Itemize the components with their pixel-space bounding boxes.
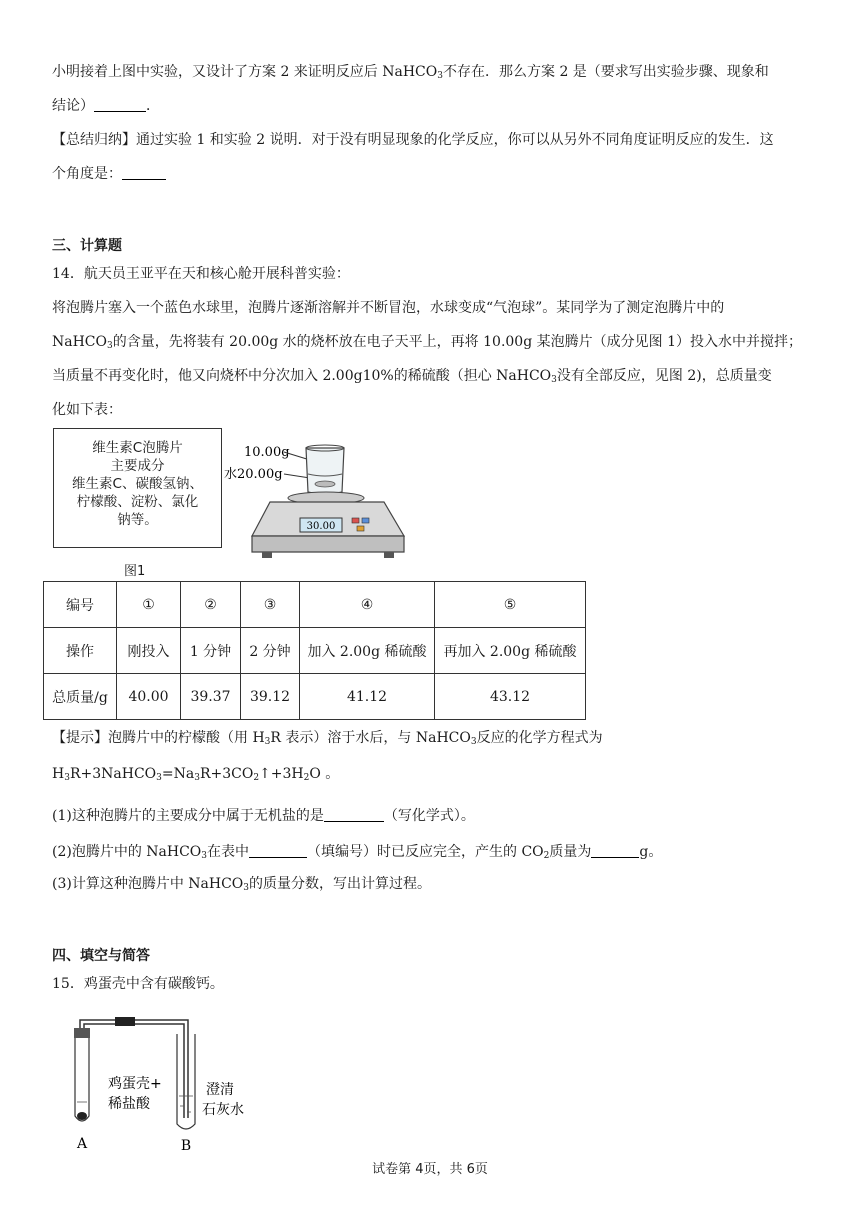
summary-line-1: 【总结归纳】通过实验 1 和实验 2 说明．对于没有明显现象的化学反应，你可以从另外不同角度证明反应的发生．这 (52, 132, 774, 148)
summary-line-2 (52, 164, 166, 184)
subscript: 3 (551, 375, 557, 385)
sub-question-3 (52, 874, 431, 898)
gas-test-apparatus-illustration (60, 1012, 260, 1152)
eq-part: =Na (161, 766, 195, 782)
tube-a-label: A (76, 1136, 88, 1152)
text: 的质量分数，写出计算过程。 (249, 876, 432, 892)
subscript: 3 (107, 341, 113, 351)
subscript: 2 (303, 773, 310, 783)
question-14-line-5: 化如下表： (52, 402, 122, 418)
text: (1)这种泡腾片的主要成分中属于无机盐的是 (52, 808, 324, 824)
table-cell: 刚投入 (117, 628, 181, 674)
table-cell: 加入 2.00g 稀硫酸 (300, 628, 435, 674)
subscript: 3 (194, 773, 200, 783)
table-cell: ④ (300, 582, 435, 628)
text: 没有全部反应，见图 2)，总质量变 (556, 368, 772, 384)
tube-a-contents-line2: 稀盐酸 (108, 1096, 150, 1112)
sub-question-1 (52, 806, 475, 826)
table-cell: 43.12 (435, 674, 586, 720)
table-cell: ② (181, 582, 241, 628)
text: 不存在．那么方案 2 是（要求写出实验步骤、现象和 (443, 64, 769, 80)
mass-data-table (43, 581, 586, 720)
answer-blank[interactable] (324, 807, 384, 822)
mass-label-tablet: 10.00g (244, 445, 290, 460)
subscript: 2 (253, 773, 260, 783)
answer-blank[interactable] (122, 165, 166, 180)
table-cell: 2 分钟 (241, 628, 300, 674)
table-row (44, 628, 586, 674)
rubber-connector (115, 1017, 135, 1026)
eq-part: +3H (270, 766, 304, 782)
subscript: 3 (470, 737, 477, 747)
table-cell: 总质量/g (44, 674, 117, 720)
text-line (52, 96, 160, 116)
eq-part: H (52, 766, 65, 782)
text: (3)计算这种泡腾片中 NaHCO (52, 876, 244, 892)
tube-b-contents-line1: 澄清 (206, 1082, 234, 1098)
page-footer: 试卷第 4页，共 6页 (372, 1162, 488, 1177)
question-14-line-3 (52, 332, 802, 356)
text: 反应的化学方程式为 (476, 730, 603, 746)
test-tube-a (74, 1028, 90, 1121)
text: （填编号）时已反应完全，产生的 CO (307, 844, 544, 860)
text: 质量为 (549, 844, 592, 860)
table-cell: 39.37 (181, 674, 241, 720)
electronic-balance-illustration (222, 440, 412, 565)
subscript: 3 (201, 851, 208, 861)
text-line (52, 62, 769, 86)
text: (2)泡腾片中的 NaHCO (52, 844, 202, 860)
subscript: 3 (156, 773, 162, 783)
eq-part: R+3NaHCO (69, 766, 157, 782)
subscript: 3 (437, 71, 443, 81)
text: 在表中 (207, 844, 250, 860)
subscript: 3 (64, 773, 70, 783)
mass-label-water: 水20.00g (224, 467, 283, 482)
table-cell: 1 分钟 (181, 628, 241, 674)
table-cell: 41.12 (300, 674, 435, 720)
hint-line (52, 728, 603, 752)
gas-arrow-icon: ↑ (259, 766, 271, 782)
ingredient-box (53, 428, 222, 548)
text: 个角度是： (52, 166, 122, 182)
box-line: 维生素C、碳酸氢钠、 (72, 476, 203, 492)
table-cell: 编号 (44, 582, 117, 628)
subscript: 2 (543, 851, 550, 861)
table-row (44, 582, 586, 628)
text: 当质量不再变化时，他又向烧杯中分次加入 2.00g10%的稀硫酸（担心 NaHCO (52, 368, 552, 384)
text: NaHCO (52, 334, 107, 350)
box-line: 维生素C泡腾片 (92, 440, 183, 456)
tube-b-label: B (180, 1138, 192, 1152)
question-15-line-1: 15．鸡蛋壳中含有碳酸钙。 (52, 976, 224, 992)
balance-body (252, 492, 404, 558)
subscript: 3 (264, 737, 271, 747)
leader-line (284, 474, 310, 478)
text: 结论） (52, 98, 94, 114)
answer-blank[interactable] (249, 843, 307, 858)
section-title: 三、计算题 (52, 238, 122, 254)
eq-part: O 。 (309, 766, 340, 782)
text: 的含量，先将装有 20.00g 水的烧杯放在电子天平上，再将 10.00g 某泡腾片（成分见图 1）投入水中并搅拌； (112, 334, 802, 350)
test-tube-b (177, 1034, 195, 1129)
table-cell: ⑤ (435, 582, 586, 628)
question-14-line-2: 将泡腾片塞入一个蓝色水球里，泡腾片逐渐溶解并不断冒泡，水球变成“气泡球”。某同学为了测定泡腾片中的 (52, 300, 725, 316)
balance-display: 30.00 (306, 521, 336, 532)
section-title: 四、填空与简答 (52, 948, 150, 964)
table-cell: 再加入 2.00g 稀硫酸 (435, 628, 586, 674)
table-cell: 操作 (44, 628, 117, 674)
text: ． (146, 98, 160, 114)
question-14-line-4 (52, 366, 772, 390)
tube-b-contents-line2: 石灰水 (202, 1102, 244, 1118)
text: 【提示】泡腾片中的柠檬酸（用 H (52, 730, 265, 746)
eq-part: R+3CO (199, 766, 254, 782)
question-14-line-1: 14．航天员王亚平在天和核心舱开展科普实验： (52, 266, 350, 282)
text: g。 (639, 844, 663, 860)
beaker (306, 445, 344, 494)
text: R 表示）溶于水后，与 NaHCO (270, 730, 471, 746)
subscript: 3 (243, 883, 250, 893)
answer-blank[interactable] (591, 843, 639, 858)
chemical-equation (52, 764, 339, 788)
table-cell: 39.12 (241, 674, 300, 720)
box-line: 主要成分 (110, 458, 165, 474)
table-cell: ③ (241, 582, 300, 628)
figure-label: 图1 (124, 564, 146, 579)
text: 小明接着上图中实验，又设计了方案 2 来证明反应后 NaHCO (52, 64, 438, 80)
box-line: 柠檬酸、淀粉、氯化 (76, 494, 199, 510)
tube-a-contents-line1: 鸡蛋壳+ (108, 1076, 162, 1092)
answer-blank[interactable] (94, 97, 146, 112)
table-cell: 40.00 (117, 674, 181, 720)
sub-question-2 (52, 842, 662, 866)
text: （写化学式）。 (383, 808, 475, 824)
table-cell: ① (117, 582, 181, 628)
box-line: 钠等。 (117, 512, 158, 528)
table-row (44, 674, 586, 720)
